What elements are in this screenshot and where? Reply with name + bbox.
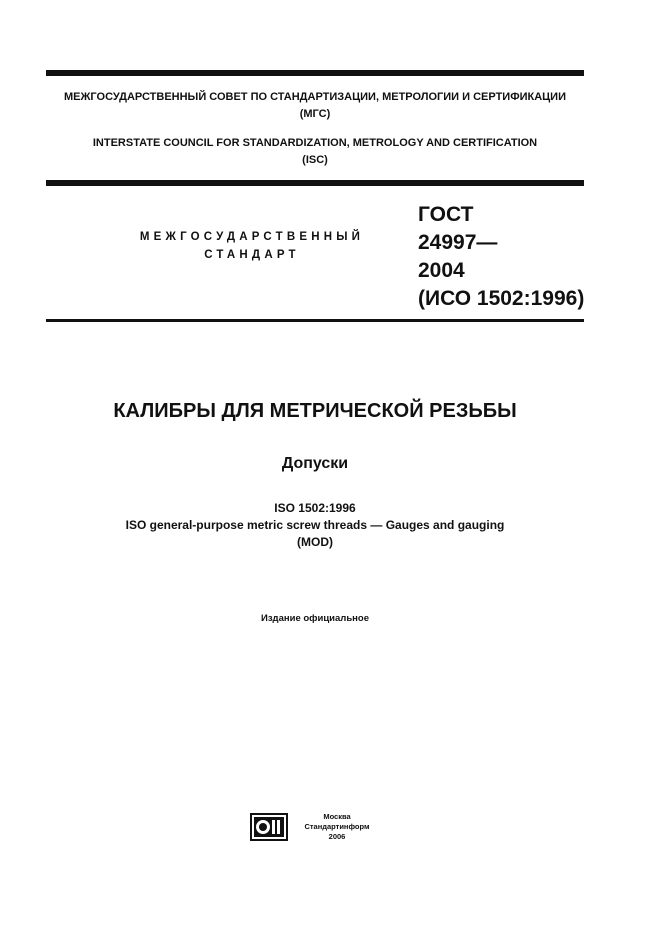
- gost-line4: (ИСО 1502:1996): [418, 287, 585, 310]
- iso-number: ISO 1502:1996: [274, 501, 356, 515]
- iso-reference: [40, 500, 590, 551]
- top-rule: [46, 70, 584, 76]
- document-subtitle: Допуски: [281, 455, 349, 472]
- council-en-abbr: (ISC): [302, 154, 328, 166]
- council-ru-name: МЕЖГОСУДАРСТВЕННЫЙ СОВЕТ ПО СТАНДАРТИЗАЦИИ, МЕТРОЛОГИИ И СЕРТИФИКАЦИИ: [63, 91, 566, 103]
- edition-label: Издание официальное: [261, 613, 369, 624]
- publisher-name: Стандартинформ: [304, 822, 370, 831]
- publisher-logo-icon: [250, 813, 288, 841]
- council-ru: [46, 89, 584, 123]
- gost-line2: 24997—: [418, 231, 498, 254]
- iso-title: ISO general-purpose metric screw threads — Gauges and gauging: [125, 518, 505, 532]
- standard-type-line1: МЕЖГОСУДАРСТВЕННЫЙ: [139, 231, 365, 243]
- header-bottom-rule: [46, 180, 584, 186]
- standard-type-label: [108, 228, 396, 264]
- gost-line3: 2004: [418, 259, 465, 282]
- designation-bottom-rule: [46, 319, 584, 322]
- gost-designation: [418, 201, 584, 313]
- document-title: КАЛИБРЫ ДЛЯ МЕТРИЧЕСКОЙ РЕЗЬБЫ: [113, 400, 517, 422]
- standard-type-line2: СТАНДАРТ: [204, 249, 300, 261]
- gost-line1: ГОСТ: [418, 203, 474, 226]
- council-en-name: INTERSTATE COUNCIL FOR STANDARDIZATION, METROLOGY AND CERTIFICATION: [92, 137, 538, 149]
- publisher-city: Москва: [323, 812, 351, 821]
- council-ru-abbr: (МГС): [299, 108, 331, 120]
- iso-mod: (MOD): [297, 535, 333, 549]
- publisher-info: [292, 812, 382, 842]
- council-en: [46, 135, 584, 169]
- publisher-year: 2006: [328, 832, 346, 841]
